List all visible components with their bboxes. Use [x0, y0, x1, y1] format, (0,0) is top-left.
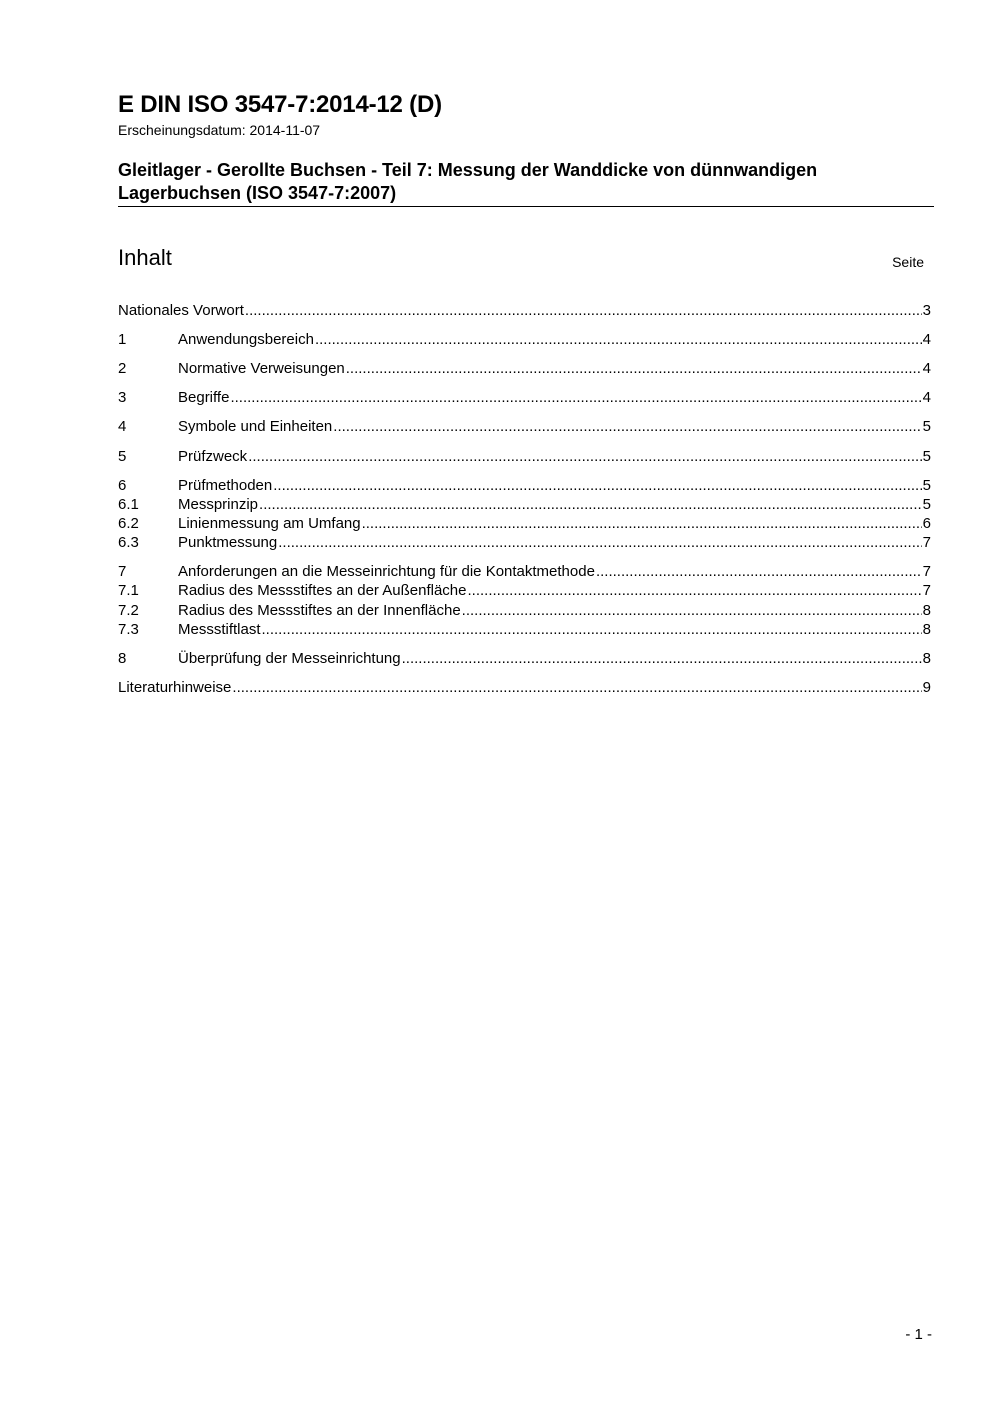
toc-entry-number: 4: [118, 418, 127, 435]
toc-entry-number: 6.3: [118, 534, 139, 551]
toc-leader: [333, 417, 921, 436]
toc-entry-label: Nationales Vorwort: [118, 302, 244, 319]
toc-entry-number: 6.1: [118, 496, 139, 513]
toc-entry-label: Normative Verweisungen: [178, 360, 345, 377]
toc-heading: Inhalt: [118, 245, 172, 270]
toc-entry-3[interactable]: [118, 388, 931, 407]
toc-leader: [262, 620, 922, 639]
toc-entry-number: 6.2: [118, 515, 139, 532]
toc-entry-number: 7.1: [118, 582, 139, 599]
toc-leader: [346, 359, 922, 378]
toc-leader: [468, 581, 922, 600]
toc-leader: [362, 514, 922, 533]
toc-entry-label: Symbole und Einheiten: [178, 418, 333, 435]
toc-entry-7-3[interactable]: [118, 620, 931, 639]
footer-page-number: - 1 -: [905, 1326, 932, 1343]
toc-entry-7[interactable]: [118, 562, 931, 581]
toc-entry-number: 7.3: [118, 621, 139, 638]
toc-leader: [245, 301, 922, 320]
toc-entry-page: 5: [922, 496, 931, 513]
toc-entry-page: 3: [922, 302, 931, 319]
toc-leader: [278, 533, 921, 552]
toc-leader: [248, 447, 921, 466]
toc-entry-6[interactable]: [118, 476, 931, 495]
toc-entry-number: 2: [118, 360, 127, 377]
toc-entry-2[interactable]: [118, 359, 931, 378]
toc-leader: [596, 562, 922, 581]
toc-entry-6-3[interactable]: [118, 533, 931, 552]
title-rule: [118, 206, 934, 207]
toc-entry-page: 7: [922, 582, 931, 599]
toc-leader: [273, 476, 921, 495]
toc-entry-6-2[interactable]: [118, 514, 931, 533]
toc-entry-label: Literaturhinweise: [118, 679, 232, 696]
toc-entry-page: 4: [922, 360, 931, 377]
toc-entry-7-1[interactable]: [118, 581, 931, 600]
toc-entry-label: Begriffe: [178, 389, 230, 406]
toc-entry-page: 5: [922, 477, 931, 494]
toc-entry-page: 5: [922, 418, 931, 435]
toc-entry-page: 4: [922, 389, 931, 406]
toc-entry-number: 7: [118, 563, 127, 580]
toc-entry-page: 8: [922, 621, 931, 638]
toc-entry-label: Punktmessung: [178, 534, 278, 551]
toc-entry-page: 7: [922, 534, 931, 551]
toc-entry-label: Radius des Messstiftes an der Außenfläche: [178, 582, 467, 599]
toc-entry-label: Messstiftlast: [178, 621, 261, 638]
toc-entry-label: Anwendungsbereich: [178, 331, 314, 348]
toc-entry-number: 5: [118, 448, 127, 465]
toc-entry-label: Radius des Messstiftes an der Innenfläche: [178, 602, 461, 619]
toc-entry-1[interactable]: [118, 330, 931, 349]
toc-entry-page: 8: [922, 602, 931, 619]
toc-leader: [232, 678, 921, 697]
toc-entry-page: 4: [922, 331, 931, 348]
toc-entry-page: 7: [922, 563, 931, 580]
toc-entry-label: Überprüfung der Messeinrichtung: [178, 650, 401, 667]
toc-entry-number: 6: [118, 477, 127, 494]
toc-entry-page: 5: [922, 448, 931, 465]
toc-entry-label: Linienmessung am Umfang: [178, 515, 361, 532]
toc-entry-number: 7.2: [118, 602, 139, 619]
toc-entry-literaturhinweise[interactable]: [118, 678, 931, 697]
document-number: E DIN ISO 3547-7:2014-12 (D): [118, 91, 442, 118]
toc-entry-label: Anforderungen an die Messeinrichtung für die Kontaktmethode: [178, 563, 595, 580]
toc-entry-page: 9: [922, 679, 931, 696]
toc-entry-6-1[interactable]: [118, 495, 931, 514]
toc-entry-label: Prüfzweck: [178, 448, 248, 465]
toc-entry-number: 8: [118, 650, 127, 667]
toc-entry-number: 1: [118, 331, 127, 348]
document-title: Gleitlager - Gerollte Buchsen - Teil 7: Messung der Wanddicke von dünnwandigen Lagerbuchsen (ISO 3547-7:2007): [118, 160, 818, 203]
toc-entry-nationales-vorwort[interactable]: [118, 301, 931, 320]
toc-leader: [315, 330, 922, 349]
toc-page-column-heading: Seite: [892, 254, 924, 270]
toc-leader: [259, 495, 922, 514]
toc-leader: [462, 601, 922, 620]
toc-entry-4[interactable]: [118, 417, 931, 436]
toc-entry-page: 6: [922, 515, 931, 532]
toc-entry-8[interactable]: [118, 649, 931, 668]
toc-entry-7-2[interactable]: [118, 601, 931, 620]
toc-entry-page: 8: [922, 650, 931, 667]
toc-entry-label: Prüfmethoden: [178, 477, 273, 494]
toc-entry-label: Messprinzip: [178, 496, 259, 513]
toc-leader: [230, 388, 921, 407]
publication-date: Erscheinungsdatum: 2014-11-07: [118, 122, 321, 138]
toc-entry-number: 3: [118, 389, 127, 406]
toc-entry-5[interactable]: [118, 447, 931, 466]
toc-leader: [402, 649, 922, 668]
